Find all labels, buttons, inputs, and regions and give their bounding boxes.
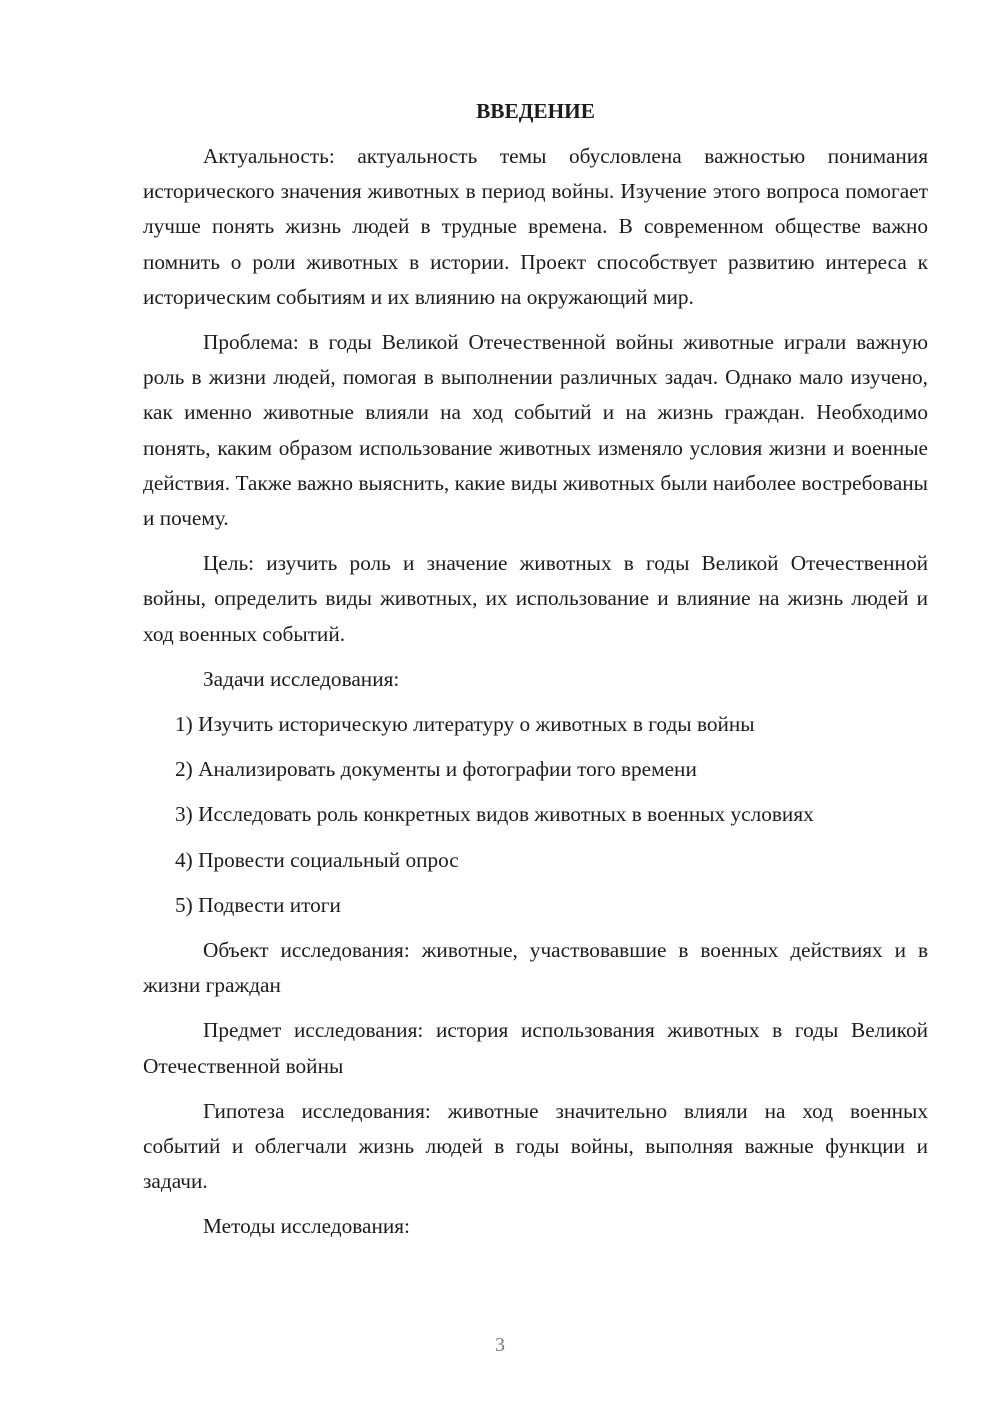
methods-heading: Методы исследования:: [203, 1214, 410, 1239]
list-item: 3) Исследовать роль конкретных видов животных в военных условиях: [175, 802, 814, 827]
list-item: 2) Анализировать документы и фотографии того времени: [175, 757, 697, 782]
page-title: ВВЕДЕНИЕ: [476, 99, 595, 123]
object-paragraph: Объект исследования: животные, участвовавшие в военных действиях и в жизни граждан: [143, 938, 928, 998]
problem-paragraph: Проблема: в годы Великой Отечественной войны животные играли важную роль в жизни людей, помогая в выполнении различных задач. Однако мало изучено, как именно животные влияли на ход событий и на жизнь граждан. Необходимо понять, каким образом использование животных изменяло условия жизни и военные действия. Также важно выяснить, какие виды животных были наиболее востребованы и почему.: [143, 330, 928, 531]
tasks-heading: Задачи исследования:: [203, 666, 400, 691]
page-content: [143, 94, 928, 1255]
relevance-paragraph: Актуальность: актуальность темы обусловлена важностью понимания исторического значения животных в период войны. Изучение этого вопроса помогает лучше понять жизнь людей в трудные времена. В современном обществе важно помнить о роли животных в истории. Проект способствует развитию интереса к историческим событиям и их влиянию на окружающий мир.: [143, 144, 928, 309]
subject-paragraph: Предмет исследования: история использования животных в годы Великой Отечественной войны: [143, 1018, 928, 1078]
goal-paragraph: Цель: изучить роль и значение животных в годы Великой Отечественной войны, определить виды животных, их использование и влияние на жизнь людей и ход военных событий.: [143, 551, 928, 646]
list-item: 5) Подвести итоги: [175, 892, 341, 917]
list-item: 4) Провести социальный опрос: [175, 847, 459, 872]
page-number: 3: [495, 1334, 505, 1356]
list-item: 1) Изучить историческую литературу о животных в годы войны: [175, 712, 755, 737]
hypothesis-paragraph: Гипотеза исследования: животные значительно влияли на ход военных событий и облегчали жизнь людей в годы войны, выполняя важные функции и задачи.: [143, 1098, 928, 1194]
